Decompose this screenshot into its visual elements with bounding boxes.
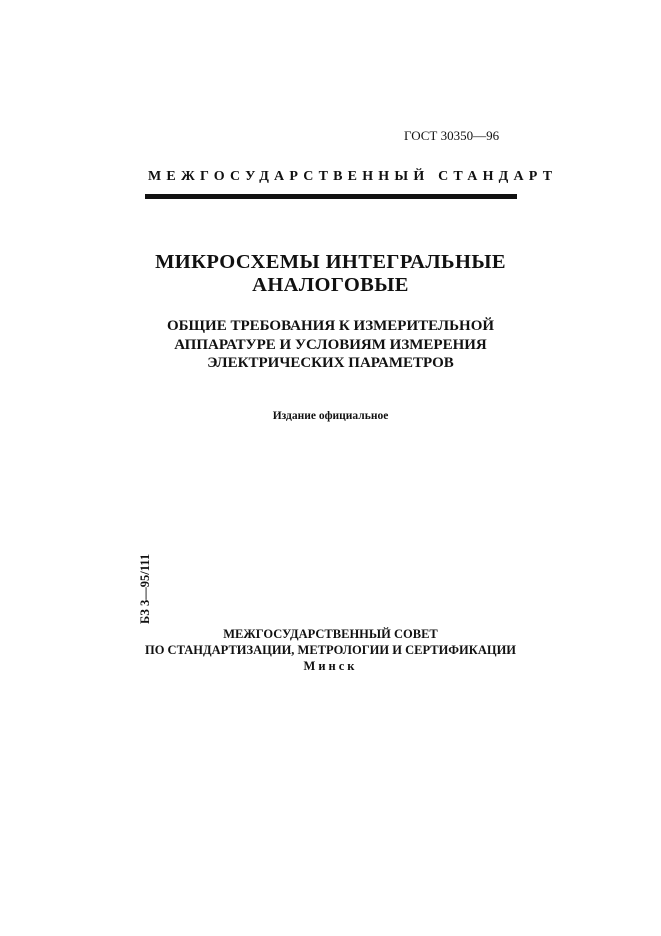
document-subtitle	[100, 317, 561, 373]
publisher-city: Минск	[303, 659, 358, 673]
subtitle-line-2: АППАРАТУРЕ И УСЛОВИЯМ ИЗМЕРЕНИЯ	[174, 336, 487, 353]
edition-label: Издание официальное	[272, 410, 389, 422]
subtitle-line-1: ОБЩИЕ ТРЕБОВАНИЯ К ИЗМЕРИТЕЛЬНОЙ	[166, 318, 495, 334]
publisher-line-1: МЕЖГОСУДАРСТВЕННЫЙ СОВЕТ	[223, 627, 438, 641]
standard-type-header: МЕЖГОСУДАРСТВЕННЫЙ СТАНДАРТ	[148, 169, 558, 184]
title-line-1: МИКРОСХЕМЫ ИНТЕГРАЛЬНЫЕ	[155, 251, 506, 273]
publisher	[100, 626, 561, 674]
document-title	[100, 251, 561, 297]
gost-number: ГОСТ 30350—96	[404, 128, 500, 143]
side-code: БЗ 3—95/111	[138, 553, 152, 624]
header-rule	[145, 194, 517, 199]
title-line-2: АНАЛОГОВЫЕ	[252, 274, 409, 296]
subtitle-line-3: ЭЛЕКТРИЧЕСКИХ ПАРАМЕТРОВ	[207, 355, 454, 371]
publisher-line-2: ПО СТАНДАРТИЗАЦИИ, МЕТРОЛОГИИ И СЕРТИФИКАЦИИ	[144, 643, 517, 657]
